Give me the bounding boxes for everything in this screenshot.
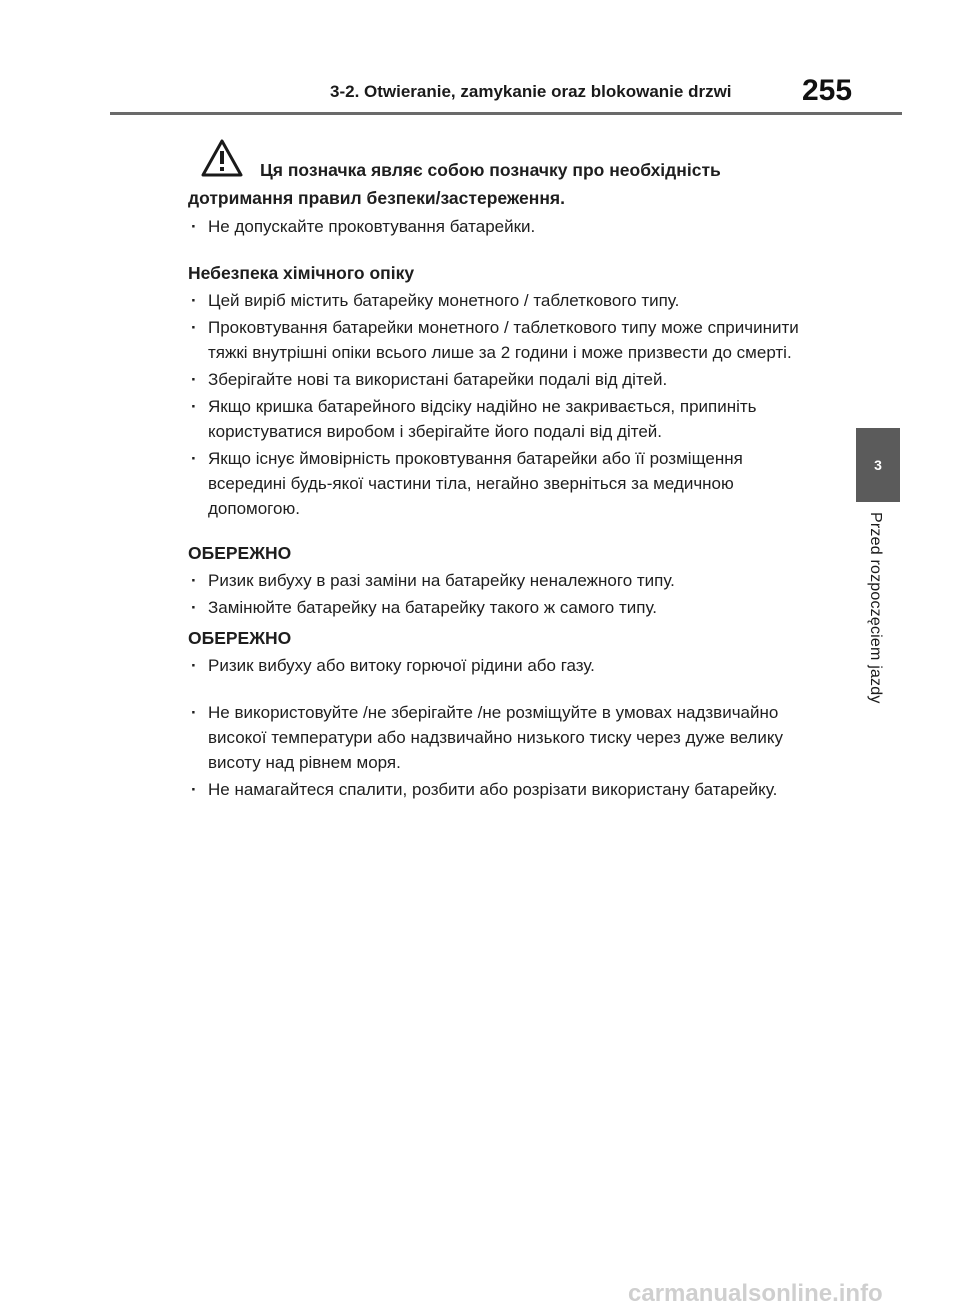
chapter-number: 3 xyxy=(874,457,882,473)
chemical-burn-section xyxy=(188,261,808,521)
section-heading: ОБЕРЕЖНО xyxy=(188,628,292,648)
caution-section xyxy=(188,541,808,620)
caution-section xyxy=(188,626,808,802)
section-title: 3-2. Otwieranie, zamykanie oraz blokowanie drzwi xyxy=(330,82,732,101)
list-item: · Зберігайте нові та використані батарейки подалі від дітей. xyxy=(188,367,808,392)
watermark: carmanualsonline.info xyxy=(628,1280,883,1307)
header-divider xyxy=(110,112,902,115)
page-number: 255 xyxy=(802,74,853,107)
list-item: · Не використовуйте /не зберігайте /не розміщуйте в умовах надзвичайно високої температури або надзвичайно низького тиску через дуже велику висоту над рівнем моря. xyxy=(188,700,808,775)
warning-block xyxy=(188,138,808,239)
chapter-tab xyxy=(856,428,900,502)
list-item: · Цей виріб містить батарейку монетного / таблеткового типу. xyxy=(188,288,808,313)
list-item: · Якщо існує ймовірність проковтування батарейки або її розміщення всередині будь-якої частини тіла, негайно зверніться за медичною допомогою. xyxy=(188,446,808,521)
list-item: · Ризик вибуху в разі заміни на батарейку неналежного типу. xyxy=(188,568,808,593)
list-item: · Замінюйте батарейку на батарейку такого ж самого типу. xyxy=(188,595,808,620)
warning-triangle-icon xyxy=(200,138,244,178)
list-item: · Не допускайте проковтування батарейки. xyxy=(188,214,808,239)
section-heading: ОБЕРЕЖНО xyxy=(188,543,292,563)
list-item: · Ризик вибуху або витоку горючої рідини або газу. xyxy=(188,653,808,678)
section-heading: Небезпека хімічного опіку xyxy=(188,263,415,283)
chapter-title: Przed rozpoczęciem jazdy xyxy=(867,512,884,704)
list-item: · Не намагайтеся спалити, розбити або розрізати використану батарейку. xyxy=(188,777,808,802)
warning-title: Ця позначка являє собою позначку про необхідність дотримання правил безпеки/застереження. xyxy=(188,160,721,208)
list-item: · Проковтування батарейки монетного / таблеткового типу може спричинити тяжкі внутрішні опіки всього лише за 2 години і може призвести до смерті. xyxy=(188,315,808,365)
page-content xyxy=(188,138,808,802)
list-item: · Якщо кришка батарейного відсіку надійно не закривається, припиніть користуватися виробом і зберігайте його подалі від дітей. xyxy=(188,394,808,444)
